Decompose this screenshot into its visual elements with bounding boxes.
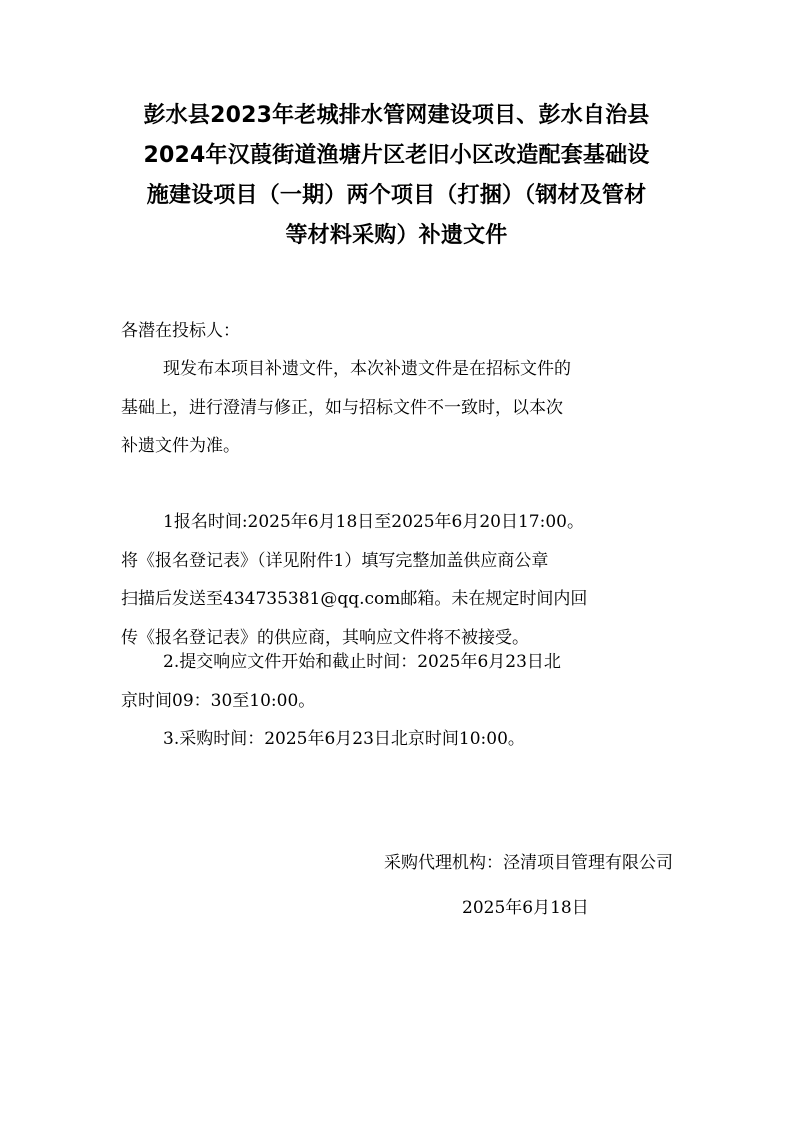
title-line: 彭水县2023年老城排水管网建设项目、彭水自治县: [143, 103, 650, 128]
title-line: 等材料采购）补遗文件: [285, 223, 508, 248]
paragraph-submission-time: [121, 643, 681, 720]
document-title: [110, 96, 683, 256]
paragraph-line: 2.提交响应文件开始和截止时间：2025年6月23日北: [163, 652, 561, 672]
paragraph-line: 基础上，进行澄清与修正，如与招标文件不一致时，以本次: [121, 397, 563, 418]
paragraph-line: 补遗文件为准。: [121, 436, 240, 456]
title-line: 2024年汉葭街道渔塘片区老旧小区改造配套基础设: [143, 143, 650, 168]
signature-date: 2025年6月18日: [462, 898, 589, 918]
paragraph-line: 1报名时间:2025年6月18日至2025年6月20日17:00。: [163, 512, 584, 532]
paragraph-notice: [121, 350, 681, 466]
title-line: 施建设项目（一期）两个项目（打捆）（钢材及管材: [146, 183, 647, 208]
paragraph-registration: [121, 503, 681, 657]
paragraph-line: 京时间09：30至10:00。: [121, 690, 316, 711]
paragraph-line: 3.采购时间：2025年6月23日北京时间10:00。: [163, 729, 525, 749]
salutation: 各潜在投标人：: [121, 321, 240, 341]
paragraph-line: 现发布本项目补遗文件，本次补遗文件是在招标文件的: [163, 359, 571, 379]
paragraph-line: 传《报名登记表》的供应商，其响应文件将不被接受。: [121, 627, 529, 648]
signature-organization: 采购代理机构：泾清项目管理有限公司: [384, 853, 673, 873]
paragraph-line: 将《报名登记表》（详见附件1）填写完整加盖供应商公章: [121, 550, 549, 571]
paragraph-procurement-time: [121, 720, 681, 759]
paragraph-line: 扫描后发送至434735381@qq.com邮箱。未在规定时间内回: [121, 589, 588, 609]
